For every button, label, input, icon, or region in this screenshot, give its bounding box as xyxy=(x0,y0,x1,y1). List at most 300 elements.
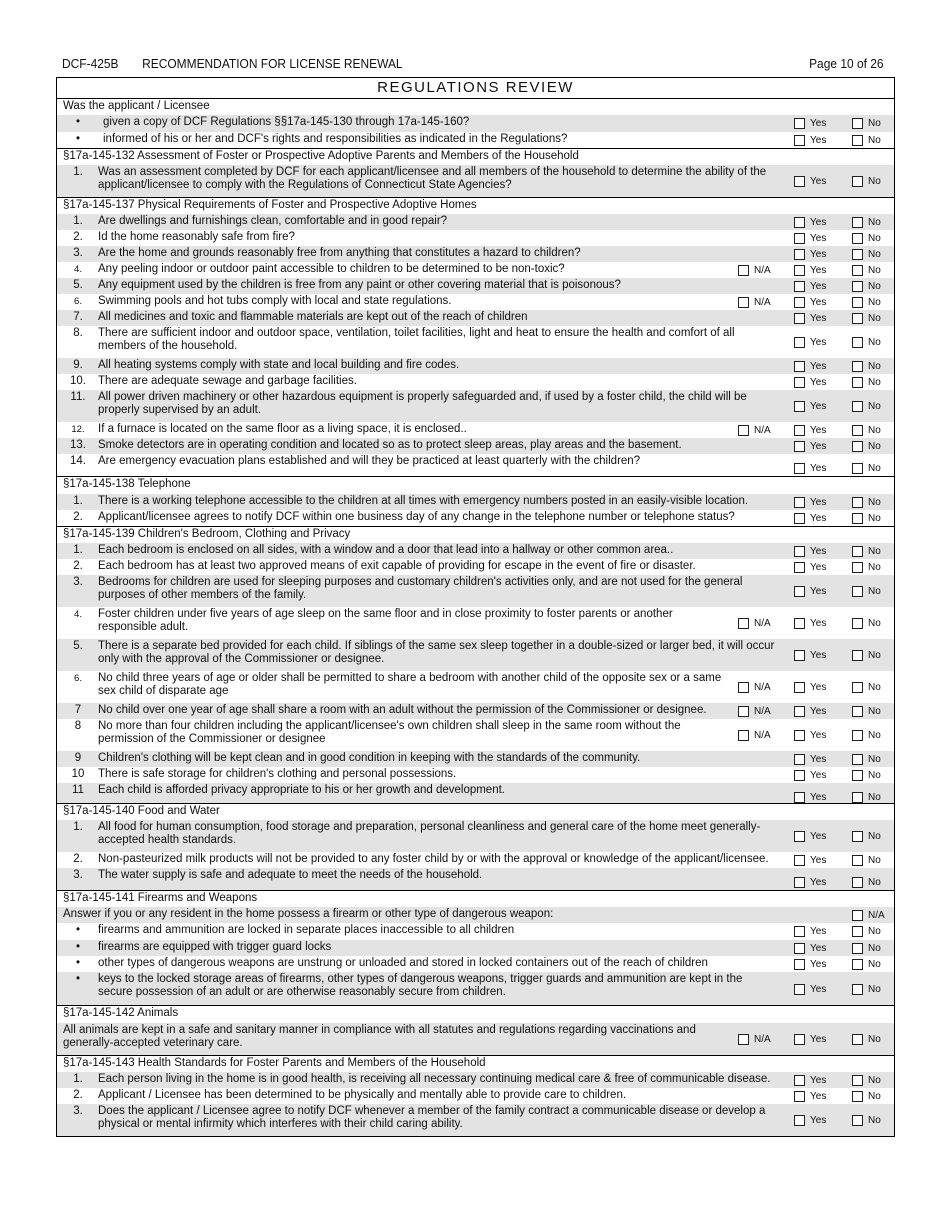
na-checkbox[interactable] xyxy=(738,1034,749,1045)
yes-label: Yes xyxy=(810,562,827,573)
yes-checkbox[interactable] xyxy=(794,754,805,765)
item-number: 1. xyxy=(73,166,83,178)
item-number: • xyxy=(75,941,81,953)
page-number: Page 10 of 26 xyxy=(809,56,884,71)
yes-label: Yes xyxy=(810,770,827,781)
section-heading xyxy=(57,803,894,820)
question-text: All animals are kept in a safe and sanitary manner in compliance with all statutes and regulations regarding vaccinations and generally-accepted veterinary care. xyxy=(63,1024,696,1049)
checklist-row xyxy=(57,868,894,890)
no-option xyxy=(852,312,881,325)
yes-label: Yes xyxy=(810,877,827,888)
yes-option xyxy=(794,753,826,766)
no-checkbox[interactable] xyxy=(852,135,863,146)
yes-label: Yes xyxy=(810,217,827,228)
item-number: 5. xyxy=(73,640,83,652)
yes-checkbox[interactable] xyxy=(794,135,805,146)
na-option xyxy=(852,909,885,922)
yes-label: Yes xyxy=(810,233,827,244)
no-label: No xyxy=(868,984,881,995)
no-checkbox[interactable] xyxy=(852,233,863,244)
no-label: No xyxy=(868,217,881,228)
section-title: §17a-145-137 Physical Requirements of Foster and Prospective Adoptive Homes xyxy=(63,199,477,211)
checklist-row xyxy=(57,671,894,703)
yes-option xyxy=(794,1090,826,1103)
yes-checkbox[interactable] xyxy=(794,265,805,276)
no-label: No xyxy=(868,831,881,842)
question-text: firearms are equipped with trigger guard locks xyxy=(98,941,332,953)
yes-option xyxy=(794,830,826,843)
no-checkbox[interactable] xyxy=(852,1034,863,1045)
no-checkbox[interactable] xyxy=(852,926,863,937)
checklist-row xyxy=(57,719,894,751)
no-option xyxy=(852,216,881,229)
question-text: Was an assessment completed by DCF for each applicant/licensee and all members of the household to determine the ability of the applicant/licensee to comply with the Regulations of Connecticut State Agencies? xyxy=(98,166,767,191)
item-number: 10. xyxy=(70,375,86,387)
na-label: N/A xyxy=(754,706,771,717)
checklist-row xyxy=(57,438,894,454)
section-title: §17a-145-132 Assessment of Foster or Prospective Adoptive Parents and Members of the Household xyxy=(63,150,579,162)
question-text: Any peeling indoor or outdoor paint accessible to children to be determined to be non-toxic? xyxy=(98,263,565,275)
yes-checkbox[interactable] xyxy=(794,562,805,573)
section-title: §17a-145-140 Food and Water xyxy=(63,805,220,817)
checklist-row xyxy=(57,607,894,639)
yes-checkbox[interactable] xyxy=(794,361,805,372)
yes-checkbox[interactable] xyxy=(794,943,805,954)
no-checkbox[interactable] xyxy=(852,217,863,228)
yes-label: Yes xyxy=(810,313,827,324)
no-option xyxy=(852,705,881,718)
item-number: 2. xyxy=(73,231,83,243)
yes-option xyxy=(794,512,826,525)
yes-checkbox[interactable] xyxy=(794,682,805,693)
no-checkbox[interactable] xyxy=(852,176,863,187)
checklist-row xyxy=(57,132,894,148)
no-label: No xyxy=(868,425,881,436)
item-number: 11 xyxy=(72,784,84,796)
checklist-row xyxy=(57,852,894,868)
item-number: • xyxy=(75,116,81,128)
yes-option xyxy=(794,617,826,630)
no-option xyxy=(852,925,881,938)
no-checkbox[interactable] xyxy=(852,401,863,412)
yes-option xyxy=(794,649,826,662)
yes-checkbox[interactable] xyxy=(794,855,805,866)
no-option xyxy=(852,983,881,996)
checklist-row xyxy=(57,751,894,767)
no-checkbox[interactable] xyxy=(852,586,863,597)
checklist-row xyxy=(57,310,894,326)
no-checkbox[interactable] xyxy=(852,730,863,741)
no-label: No xyxy=(868,401,881,412)
yes-checkbox[interactable] xyxy=(794,313,805,324)
no-checkbox[interactable] xyxy=(852,855,863,866)
na-checkbox[interactable] xyxy=(738,706,749,717)
na-label: N/A xyxy=(754,618,771,629)
no-option xyxy=(852,440,881,453)
yes-label: Yes xyxy=(810,249,827,260)
item-number: 11. xyxy=(70,391,86,403)
yes-label: Yes xyxy=(810,497,827,508)
checklist-row xyxy=(57,358,894,374)
yes-option xyxy=(794,134,826,147)
item-number: 1. xyxy=(73,544,83,556)
yes-option xyxy=(794,336,826,349)
question-text: firearms and ammunition are locked in separate places inaccessible to all children xyxy=(98,924,515,936)
yes-label: Yes xyxy=(810,118,827,129)
yes-checkbox[interactable] xyxy=(794,281,805,292)
no-checkbox[interactable] xyxy=(852,281,863,292)
yes-option xyxy=(794,312,826,325)
yes-label: Yes xyxy=(810,176,827,187)
yes-checkbox[interactable] xyxy=(794,618,805,629)
yes-checkbox[interactable] xyxy=(794,1115,805,1126)
yes-checkbox[interactable] xyxy=(794,831,805,842)
question-text: There is a working telephone accessible to the children at all times with emergency numbers posted in an easily-visible location. xyxy=(98,495,749,507)
yes-checkbox[interactable] xyxy=(794,513,805,524)
question-text: Each person living in the home is in good health, is receiving all necessary continuing medical care & free of communicable disease. xyxy=(98,1073,771,1085)
no-option xyxy=(852,134,881,147)
no-option xyxy=(852,585,881,598)
yes-option xyxy=(794,424,826,437)
question-text: Applicant/licensee agrees to notify DCF within one business day of any change in the telephone number or telephone status? xyxy=(98,511,735,523)
question-text: Was the applicant / Licensee xyxy=(63,100,210,112)
section-title: §17a-145-138 Telephone xyxy=(63,478,191,490)
question-text: The water supply is safe and adequate to meet the needs of the household. xyxy=(98,869,483,881)
no-label: No xyxy=(868,176,881,187)
checklist-row xyxy=(57,422,894,438)
no-option xyxy=(852,753,881,766)
item-number: 6. xyxy=(74,296,82,307)
question-text: Non-pasteurized milk products will not be provided to any foster child by or with the approval or knowledge of the applicant/licensee. xyxy=(98,853,769,865)
yes-checkbox[interactable] xyxy=(794,926,805,937)
no-label: No xyxy=(868,463,881,474)
no-option xyxy=(852,561,881,574)
yes-label: Yes xyxy=(810,682,827,693)
na-checkbox[interactable] xyxy=(738,425,749,436)
yes-label: Yes xyxy=(810,1034,827,1045)
question-text: No more than four children including the applicant/licensee's own children shall sleep in the same room without the permission of the Commissioner or designee xyxy=(98,720,681,745)
checklist-row xyxy=(57,374,894,390)
question-text: informed of his or her and DCF's rights and responsibilities as indicated in the Regulations? xyxy=(103,133,568,145)
no-option xyxy=(852,336,881,349)
no-checkbox[interactable] xyxy=(852,943,863,954)
section-title: §17a-145-142 Animals xyxy=(63,1007,179,1019)
question-text: Are dwellings and furnishings clean, comfortable and in good repair? xyxy=(98,215,448,227)
na-label: N/A xyxy=(754,265,771,276)
no-checkbox[interactable] xyxy=(852,792,863,803)
no-label: No xyxy=(868,1115,881,1126)
yes-checkbox[interactable] xyxy=(794,176,805,187)
yes-checkbox[interactable] xyxy=(794,650,805,661)
no-label: No xyxy=(868,562,881,573)
no-label: No xyxy=(868,377,881,388)
no-label: No xyxy=(868,513,881,524)
no-option xyxy=(852,264,881,277)
yes-checkbox[interactable] xyxy=(794,217,805,228)
no-label: No xyxy=(868,1091,881,1102)
yes-checkbox[interactable] xyxy=(794,297,805,308)
yes-label: Yes xyxy=(810,135,827,146)
yes-checkbox[interactable] xyxy=(794,401,805,412)
yes-checkbox[interactable] xyxy=(794,1034,805,1045)
checklist-row xyxy=(57,246,894,262)
yes-checkbox[interactable] xyxy=(794,586,805,597)
yes-checkbox[interactable] xyxy=(794,463,805,474)
yes-option xyxy=(794,1033,826,1046)
yes-checkbox[interactable] xyxy=(794,877,805,888)
yes-checkbox[interactable] xyxy=(794,249,805,260)
no-checkbox[interactable] xyxy=(852,313,863,324)
na-label: N/A xyxy=(754,425,771,436)
section-title: §17a-145-139 Children's Bedroom, Clothing and Privacy xyxy=(63,528,351,540)
yes-checkbox[interactable] xyxy=(794,377,805,388)
question-text: Bedrooms for children are used for sleeping purposes and customary children's activities only, and are not used for the general purposes of other members of the family. xyxy=(98,576,743,601)
no-option xyxy=(852,545,881,558)
question-text: Each bedroom is enclosed on all sides, with a window and a door that lead into a hallway or other common area.. xyxy=(98,544,674,556)
checklist-row xyxy=(57,494,894,510)
yes-checkbox[interactable] xyxy=(794,497,805,508)
yes-option xyxy=(794,232,826,245)
yes-checkbox[interactable] xyxy=(794,959,805,970)
no-checkbox[interactable] xyxy=(852,513,863,524)
yes-label: Yes xyxy=(810,1115,827,1126)
yes-option xyxy=(794,1114,826,1127)
no-checkbox[interactable] xyxy=(852,877,863,888)
checklist-row xyxy=(57,115,894,132)
na-checkbox[interactable] xyxy=(738,730,749,741)
yes-label: Yes xyxy=(810,706,827,717)
item-number: 4. xyxy=(74,264,82,275)
checklist-row xyxy=(57,1104,894,1136)
no-option xyxy=(852,1074,881,1087)
item-number: 9 xyxy=(74,752,82,764)
no-option xyxy=(852,854,881,867)
no-option xyxy=(852,360,881,373)
no-checkbox[interactable] xyxy=(852,377,863,388)
item-number: 1. xyxy=(73,821,83,833)
question-text: Swimming pools and hot tubs comply with local and state regulations. xyxy=(98,295,452,307)
checklist-row xyxy=(57,390,894,422)
yes-label: Yes xyxy=(810,513,827,524)
yes-label: Yes xyxy=(810,754,827,765)
no-checkbox[interactable] xyxy=(852,618,863,629)
section-title: §17a-145-141 Firearms and Weapons xyxy=(63,892,258,904)
item-number: 2. xyxy=(73,560,83,572)
yes-checkbox[interactable] xyxy=(794,1091,805,1102)
no-checkbox[interactable] xyxy=(852,650,863,661)
item-number: 9. xyxy=(73,359,83,371)
no-checkbox[interactable] xyxy=(852,706,863,717)
no-checkbox[interactable] xyxy=(852,361,863,372)
checklist-row xyxy=(57,1023,894,1055)
no-label: No xyxy=(868,313,881,324)
item-number: 1. xyxy=(73,495,83,507)
yes-option xyxy=(794,958,826,971)
no-checkbox[interactable] xyxy=(852,1075,863,1086)
yes-option xyxy=(794,585,826,598)
yes-checkbox[interactable] xyxy=(794,984,805,995)
yes-checkbox[interactable] xyxy=(794,1075,805,1086)
na-option xyxy=(738,424,771,437)
yes-label: Yes xyxy=(810,1075,827,1086)
yes-option xyxy=(794,561,826,574)
no-checkbox[interactable] xyxy=(852,1115,863,1126)
yes-option xyxy=(794,769,826,782)
na-checkbox[interactable] xyxy=(852,910,863,921)
no-checkbox[interactable] xyxy=(852,959,863,970)
no-label: No xyxy=(868,855,881,866)
section-heading xyxy=(57,197,894,214)
checklist-row xyxy=(57,510,894,526)
na-checkbox[interactable] xyxy=(738,682,749,693)
no-label: No xyxy=(868,586,881,597)
yes-option xyxy=(794,216,826,229)
yes-checkbox[interactable] xyxy=(794,337,805,348)
checklist-row xyxy=(57,1072,894,1088)
item-number: 7 xyxy=(74,704,82,716)
no-checkbox[interactable] xyxy=(852,249,863,260)
na-option xyxy=(738,681,771,694)
yes-checkbox[interactable] xyxy=(794,546,805,557)
no-checkbox[interactable] xyxy=(852,562,863,573)
no-checkbox[interactable] xyxy=(852,265,863,276)
checklist-row xyxy=(57,956,894,972)
section-title: §17a-145-143 Health Standards for Foster Parents and Members of the Household xyxy=(63,1057,486,1069)
no-label: No xyxy=(868,249,881,260)
no-label: No xyxy=(868,233,881,244)
item-number: 7. xyxy=(73,311,83,323)
no-checkbox[interactable] xyxy=(852,425,863,436)
no-checkbox[interactable] xyxy=(852,831,863,842)
item-number: 3. xyxy=(73,247,83,259)
no-label: No xyxy=(868,546,881,557)
no-label: No xyxy=(868,943,881,954)
question-text: Applicant / Licensee has been determined to be physically and mentally able to provide care to children. xyxy=(98,1089,627,1101)
na-option xyxy=(738,617,771,630)
yes-label: Yes xyxy=(810,586,827,597)
na-checkbox[interactable] xyxy=(738,618,749,629)
no-option xyxy=(852,512,881,525)
no-checkbox[interactable] xyxy=(852,441,863,452)
question-text: If a furnace is located on the same floor as a living space, it is enclosed.. xyxy=(98,423,467,435)
question-text: Are the home and grounds reasonably free from anything that constitutes a hazard to children? xyxy=(98,247,581,259)
no-checkbox[interactable] xyxy=(852,546,863,557)
item-number: 2. xyxy=(73,511,83,523)
no-label: No xyxy=(868,497,881,508)
no-option xyxy=(852,1114,881,1127)
no-checkbox[interactable] xyxy=(852,682,863,693)
no-label: No xyxy=(868,337,881,348)
no-checkbox[interactable] xyxy=(852,463,863,474)
question-text: given a copy of DCF Regulations §§17a-145-130 through 17a-145-160? xyxy=(103,116,470,128)
yes-checkbox[interactable] xyxy=(794,792,805,803)
yes-option xyxy=(794,440,826,453)
no-label: No xyxy=(868,792,881,803)
yes-option xyxy=(794,400,826,413)
no-option xyxy=(852,617,881,630)
checklist-row xyxy=(57,278,894,294)
yes-label: Yes xyxy=(810,297,827,308)
no-option xyxy=(852,400,881,413)
item-number: 10 xyxy=(71,768,85,780)
na-label: N/A xyxy=(754,730,771,741)
no-option xyxy=(852,1090,881,1103)
no-checkbox[interactable] xyxy=(852,297,863,308)
no-option xyxy=(852,681,881,694)
yes-label: Yes xyxy=(810,831,827,842)
checklist-row xyxy=(57,639,894,671)
no-option xyxy=(852,248,881,261)
na-checkbox[interactable] xyxy=(738,297,749,308)
yes-label: Yes xyxy=(810,281,827,292)
section-heading xyxy=(57,890,894,907)
question-text: Each bedroom has at least two approved means of exit capable of providing for escape in the event of fire or disaster. xyxy=(98,560,696,572)
no-checkbox[interactable] xyxy=(852,770,863,781)
question-text: All medicines and toxic and flammable materials are kept out of the reach of children xyxy=(98,311,528,323)
yes-checkbox[interactable] xyxy=(794,233,805,244)
yes-option xyxy=(794,854,826,867)
yes-checkbox[interactable] xyxy=(794,118,805,129)
question-text: No child over one year of age shall share a room with an adult without the permission of the Commissioner or designee. xyxy=(98,704,707,716)
question-text: No child three years of age or older shall be permitted to share a bedroom with another child of the opposite sex or a same sex child of disparate age xyxy=(98,672,722,697)
checklist-row xyxy=(57,940,894,956)
no-label: No xyxy=(868,281,881,292)
no-label: No xyxy=(868,1034,881,1045)
yes-checkbox[interactable] xyxy=(794,730,805,741)
checklist-row xyxy=(57,783,894,803)
question-text: All food for human consumption, food storage and preparation, personal cleanliness and general care of the home meet generally-accepted health standards. xyxy=(98,821,761,846)
no-option xyxy=(852,958,881,971)
yes-label: Yes xyxy=(810,959,827,970)
checklist-row xyxy=(57,262,894,278)
yes-option xyxy=(794,280,826,293)
no-label: No xyxy=(868,706,881,717)
no-checkbox[interactable] xyxy=(852,497,863,508)
yes-option xyxy=(794,1074,826,1087)
section-heading xyxy=(57,476,894,494)
document-title: RECOMMENDATION FOR LICENSE RENEWAL xyxy=(142,56,403,71)
no-checkbox[interactable] xyxy=(852,984,863,995)
yes-option xyxy=(794,175,826,188)
question-text: All heating systems comply with state and local building and fire codes. xyxy=(98,359,460,371)
yes-checkbox[interactable] xyxy=(794,441,805,452)
yes-checkbox[interactable] xyxy=(794,425,805,436)
yes-option xyxy=(794,248,826,261)
item-number: 5. xyxy=(73,279,83,291)
na-option xyxy=(738,1033,771,1046)
question-text: There is safe storage for children's clothing and personal possessions. xyxy=(98,768,457,780)
checklist-row xyxy=(57,99,894,115)
no-checkbox[interactable] xyxy=(852,754,863,765)
yes-checkbox[interactable] xyxy=(794,706,805,717)
checklist-row xyxy=(57,767,894,783)
no-checkbox[interactable] xyxy=(852,118,863,129)
checklist-row xyxy=(57,230,894,246)
no-label: No xyxy=(868,959,881,970)
item-number: 1. xyxy=(73,1073,83,1085)
regulations-review-form xyxy=(56,77,895,1137)
page-header xyxy=(62,56,884,74)
na-checkbox[interactable] xyxy=(738,265,749,276)
yes-label: Yes xyxy=(810,361,827,372)
form-rows xyxy=(57,99,894,1136)
form-id: DCF-425B xyxy=(62,56,119,71)
checklist-row xyxy=(57,923,894,940)
no-checkbox[interactable] xyxy=(852,1091,863,1102)
question-text: keys to the locked storage areas of firearms, other types of dangerous weapons, trigger guards and ammunition are kept in the secure possession of an adult or are otherwise reasonably secure from children. xyxy=(98,973,743,998)
no-checkbox[interactable] xyxy=(852,337,863,348)
yes-checkbox[interactable] xyxy=(794,770,805,781)
